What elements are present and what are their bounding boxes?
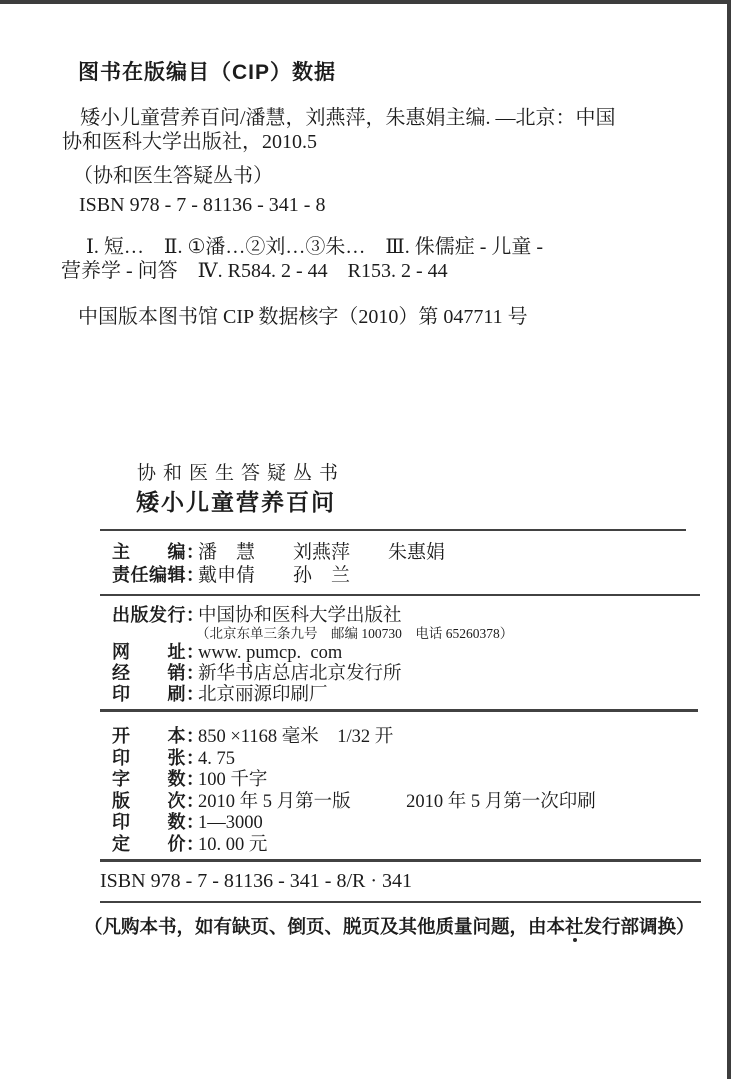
colophon-block	[0, 462, 731, 939]
print-run-row	[112, 812, 731, 834]
cip-classification-line-2: 营养学 - 问答 Ⅳ. R584. 2 - 44 R153. 2 - 44	[61, 260, 448, 282]
chief-editor-row	[112, 541, 731, 564]
cip-block	[0, 60, 731, 329]
sheets-row	[112, 748, 731, 770]
distributor-label: 经 销：	[112, 663, 205, 683]
distributor-value: 新华书店总店北京发行所	[198, 664, 402, 684]
format-row	[112, 726, 731, 748]
scan-top-edge	[0, 0, 731, 4]
cip-description-line-1: 矮小儿童营养百问/潘慧，刘燕萍，朱惠娟主编. —北京：中国	[80, 107, 616, 129]
publisher-address-note: （北京东单三条九号 邮编 100730 电话 65260378）	[196, 626, 514, 641]
publisher-section	[112, 605, 731, 705]
sheets-label: 印 张：	[112, 747, 205, 768]
publisher-row	[112, 605, 731, 626]
cip-classification-line-1: Ⅰ. 短… Ⅱ. ①潘…②刘…③朱… Ⅲ. 侏儒症 - 儿童 -	[86, 236, 544, 258]
quality-notice: （凡购本书，如有缺页、倒页、脱页及其他质量问题，由本社发行部调换）	[84, 916, 695, 937]
format-label: 开 本：	[112, 726, 205, 746]
publisher-label: 出版发行：	[112, 605, 205, 625]
format-value: 850 ×1168 毫米 1/32 开	[198, 727, 394, 747]
sheets-value: 4. 75	[198, 748, 235, 769]
series-name: 协和医生答疑丛书	[137, 463, 346, 484]
cip-series-note: （协和医生答疑丛书）	[73, 165, 273, 187]
editors-section	[112, 541, 731, 587]
price-label: 定 价：	[112, 833, 205, 854]
responsible-editor-label: 责任编辑：	[112, 565, 205, 585]
divider-above-isbn	[100, 859, 701, 862]
website-value: www. pumcp. com	[198, 643, 343, 663]
cip-heading: 图书在版编目（CIP）数据	[78, 61, 337, 84]
price-row	[112, 834, 731, 856]
word-count-label: 字 数：	[112, 769, 205, 789]
divider-under-isbn	[100, 901, 701, 903]
divider-under-title	[100, 529, 686, 531]
print-run-label: 印 数：	[112, 812, 205, 832]
distributor-row	[112, 663, 731, 684]
website-row	[112, 642, 731, 663]
scan-speck	[573, 938, 577, 942]
word-count-value: 100 千字	[198, 770, 268, 790]
edition-row	[112, 791, 731, 813]
printer-row	[112, 684, 731, 705]
word-count-row	[112, 769, 731, 791]
cip-isbn: ISBN 978 - 7 - 81136 - 341 - 8	[79, 194, 326, 216]
responsible-editor-value: 戴申倩 孙 兰	[198, 565, 351, 586]
website-label: 网 址：	[112, 642, 205, 662]
cip-description-line-2: 协和医科大学出版社，2010.5	[62, 131, 317, 153]
book-title: 矮小儿童营养百问	[136, 489, 336, 515]
scan-right-edge	[727, 0, 731, 1079]
spec-section	[112, 726, 731, 855]
divider-under-editors	[100, 594, 700, 596]
chief-editor-value: 潘 慧 刘燕萍 朱惠娟	[198, 542, 446, 563]
price-value: 10. 00 元	[198, 834, 268, 855]
divider-under-publisher	[100, 709, 698, 712]
cip-registration-number: 中国版本图书馆 CIP 数据核字（2010）第 047711 号	[78, 306, 528, 328]
printer-label: 印 刷：	[112, 684, 205, 704]
chief-editor-label: 主 编：	[112, 542, 205, 562]
edition-value: 2010 年 5 月第一版 2010 年 5 月第一次印刷	[198, 791, 596, 812]
responsible-editor-row	[112, 564, 731, 587]
printer-value: 北京丽源印刷厂	[198, 685, 328, 705]
edition-label: 版 次：	[112, 790, 205, 811]
isbn-line: ISBN 978 - 7 - 81136 - 341 - 8/R · 341	[100, 870, 413, 892]
print-run-value: 1—3000	[198, 813, 263, 833]
publisher-value: 中国协和医科大学出版社	[198, 606, 402, 626]
